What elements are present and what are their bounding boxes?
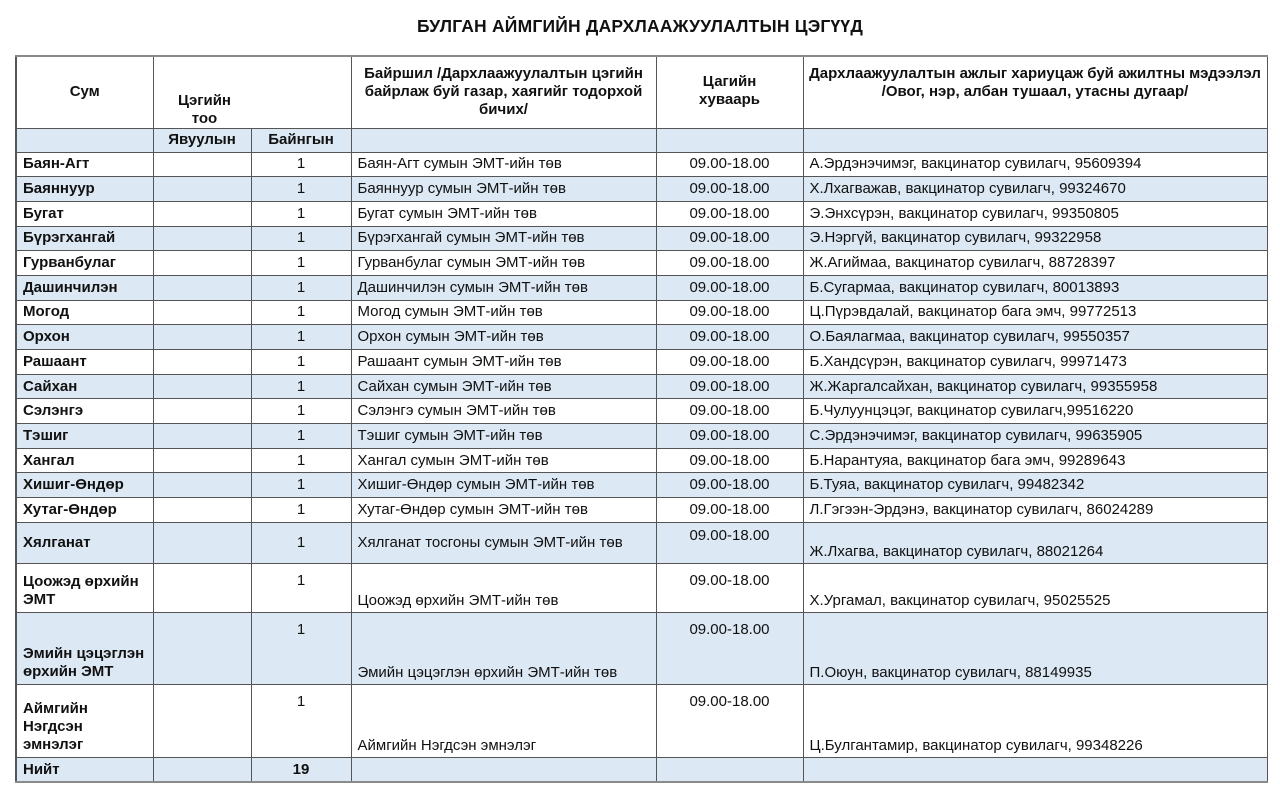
- fixed-count-cell: 1: [251, 473, 351, 498]
- staff-cell: П.Оюун, вакцинатор сувилагч, 88149935: [803, 612, 1267, 684]
- fixed-count-cell: 1: [251, 275, 351, 300]
- staff-cell: Л.Гэгээн-Эрдэнэ, вакцинатор сувилагч, 86024289: [803, 498, 1267, 523]
- fixed-count-cell: 1: [251, 424, 351, 449]
- subheader-hours-blank: [656, 128, 803, 152]
- table-row: [16, 177, 1267, 202]
- header-location: Байршил /Дархлаажуулалтын цэгийн байрлаж буй газар, хаягийг тодорхой бичих/: [351, 56, 656, 128]
- hours-cell: 09.00-18.00: [656, 152, 803, 177]
- location-cell: Баян-Агт сумын ЭМТ-ийн төв: [351, 152, 656, 177]
- header-count: [153, 56, 351, 128]
- location-cell: Эмийн цэцэглэн өрхийн ЭМТ-ийн төв: [351, 612, 656, 684]
- fixed-count-cell: 1: [251, 226, 351, 251]
- sum-cell: Гурванбулаг: [16, 251, 153, 276]
- sum-cell: Бүрэгхангай: [16, 226, 153, 251]
- sum-cell: Дашинчилэн: [16, 275, 153, 300]
- hours-cell: 09.00-18.00: [656, 350, 803, 375]
- mobile-count-cell: [153, 424, 251, 449]
- fixed-count-cell: 1: [251, 177, 351, 202]
- total-row: [16, 757, 1267, 782]
- subheader-sum-blank: [16, 128, 153, 152]
- hours-cell: 09.00-18.00: [656, 201, 803, 226]
- sum-cell: Баяннуур: [16, 177, 153, 202]
- location-cell: Гурванбулаг сумын ЭМТ-ийн төв: [351, 251, 656, 276]
- table-row: [16, 300, 1267, 325]
- mobile-count-cell: [153, 226, 251, 251]
- sum-cell: Могод: [16, 300, 153, 325]
- mobile-count-cell: [153, 275, 251, 300]
- table-row: [16, 374, 1267, 399]
- vaccination-points-table: [15, 55, 1268, 783]
- location-cell: Сэлэнгэ сумын ЭМТ-ийн төв: [351, 399, 656, 424]
- location-cell: Хишиг-Өндөр сумын ЭМТ-ийн төв: [351, 473, 656, 498]
- sum-cell: Сэлэнгэ: [16, 399, 153, 424]
- location-cell: Дашинчилэн сумын ЭМТ-ийн төв: [351, 275, 656, 300]
- location-cell: Хутаг-Өндөр сумын ЭМТ-ийн төв: [351, 498, 656, 523]
- table-row: [16, 201, 1267, 226]
- fixed-count-cell: 1: [251, 325, 351, 350]
- total-staff-blank: [803, 757, 1267, 782]
- sum-cell: Хангал: [16, 448, 153, 473]
- staff-cell: Б.Чулуунцэцэг, вакцинатор сувилагч,99516220: [803, 399, 1267, 424]
- table-row: [16, 325, 1267, 350]
- hours-cell: 09.00-18.00: [656, 522, 803, 563]
- fixed-count-cell: 1: [251, 300, 351, 325]
- fixed-count-cell: 1: [251, 399, 351, 424]
- fixed-count-cell: 1: [251, 251, 351, 276]
- location-cell: Рашаант сумын ЭМТ-ийн төв: [351, 350, 656, 375]
- fixed-count-cell: 1: [251, 684, 351, 757]
- header-staff: Дархлаажуулалтын ажлыг хариуцаж буй ажилтны мэдээлэл /Овог, нэр, албан тушаал, утасны дугаар/: [803, 56, 1267, 128]
- sum-cell: Хутаг-Өндөр: [16, 498, 153, 523]
- location-cell: Могод сумын ЭМТ-ийн төв: [351, 300, 656, 325]
- staff-cell: Б.Туяа, вакцинатор сувилагч, 99482342: [803, 473, 1267, 498]
- staff-cell: Х.Ургамал, вакцинатор сувилагч, 95025525: [803, 563, 1267, 612]
- hours-cell: 09.00-18.00: [656, 177, 803, 202]
- fixed-count-cell: 1: [251, 374, 351, 399]
- mobile-count-cell: [153, 152, 251, 177]
- fixed-count-cell: 1: [251, 448, 351, 473]
- staff-cell: Э.Нэргүй, вакцинатор сувилагч, 99322958: [803, 226, 1267, 251]
- staff-cell: Б.Сугармаа, вакцинатор сувилагч, 80013893: [803, 275, 1267, 300]
- fixed-count-cell: 1: [251, 498, 351, 523]
- fixed-count-cell: 1: [251, 350, 351, 375]
- sum-cell: Баян-Агт: [16, 152, 153, 177]
- hours-cell: 09.00-18.00: [656, 448, 803, 473]
- location-cell: Хялганат тосгоны сумын ЭМТ-ийн төв: [351, 522, 656, 563]
- table-row: [16, 563, 1267, 612]
- sum-cell: Хишиг-Өндөр: [16, 473, 153, 498]
- table-row: [16, 424, 1267, 449]
- mobile-count-cell: [153, 177, 251, 202]
- hours-cell: 09.00-18.00: [656, 275, 803, 300]
- mobile-count-cell: [153, 612, 251, 684]
- mobile-count-cell: [153, 300, 251, 325]
- total-mobile-count: [153, 757, 251, 782]
- sum-cell: Тэшиг: [16, 424, 153, 449]
- header-hours: Цагийн хуваарь: [656, 56, 803, 128]
- table-row: [16, 684, 1267, 757]
- mobile-count-cell: [153, 325, 251, 350]
- table-row: [16, 275, 1267, 300]
- hours-cell: 09.00-18.00: [656, 563, 803, 612]
- fixed-count-cell: 1: [251, 612, 351, 684]
- staff-cell: А.Эрдэнэчимэг, вакцинатор сувилагч, 95609394: [803, 152, 1267, 177]
- total-location-blank: [351, 757, 656, 782]
- staff-cell: Ж.Жаргалсайхан, вакцинатор сувилагч, 99355958: [803, 374, 1267, 399]
- staff-cell: Б.Хандсүрэн, вакцинатор сувилагч, 99971473: [803, 350, 1267, 375]
- total-label: Нийт: [16, 757, 153, 782]
- mobile-count-cell: [153, 399, 251, 424]
- subheader-staff-blank: [803, 128, 1267, 152]
- staff-cell: Ц.Булгантамир, вакцинатор сувилагч, 99348226: [803, 684, 1267, 757]
- staff-cell: Ц.Пүрэвдалай, вакцинатор бага эмч, 99772513: [803, 300, 1267, 325]
- location-cell: Орхон сумын ЭМТ-ийн төв: [351, 325, 656, 350]
- location-cell: Тэшиг сумын ЭМТ-ийн төв: [351, 424, 656, 449]
- mobile-count-cell: [153, 498, 251, 523]
- table-row: [16, 152, 1267, 177]
- sum-cell: Рашаант: [16, 350, 153, 375]
- hours-cell: 09.00-18.00: [656, 226, 803, 251]
- total-fixed-count: 19: [251, 757, 351, 782]
- sum-cell: Цоожэд өрхийн ЭМТ: [16, 563, 153, 612]
- table-row: [16, 251, 1267, 276]
- hours-cell: 09.00-18.00: [656, 374, 803, 399]
- staff-cell: Ж.Лхагва, вакцинатор сувилагч, 88021264: [803, 522, 1267, 563]
- location-cell: Баяннуур сумын ЭМТ-ийн төв: [351, 177, 656, 202]
- fixed-count-cell: 1: [251, 522, 351, 563]
- staff-cell: Э.Энхсүрэн, вакцинатор сувилагч, 99350805: [803, 201, 1267, 226]
- table-row: [16, 498, 1267, 523]
- sum-cell: Сайхан: [16, 374, 153, 399]
- staff-cell: Х.Лхагважав, вакцинатор сувилагч, 99324670: [803, 177, 1267, 202]
- table-row: [16, 522, 1267, 563]
- location-cell: Сайхан сумын ЭМТ-ийн төв: [351, 374, 656, 399]
- sum-cell: Эмийн цэцэглэн өрхийн ЭМТ: [16, 612, 153, 684]
- mobile-count-cell: [153, 251, 251, 276]
- mobile-count-cell: [153, 350, 251, 375]
- hours-cell: 09.00-18.00: [656, 399, 803, 424]
- total-hours-blank: [656, 757, 803, 782]
- location-cell: Бугат сумын ЭМТ-ийн төв: [351, 201, 656, 226]
- location-cell: Аймгийн Нэгдсэн эмнэлэг: [351, 684, 656, 757]
- hours-cell: 09.00-18.00: [656, 325, 803, 350]
- sum-cell: Орхон: [16, 325, 153, 350]
- header-fixed: Байнгын: [251, 128, 351, 152]
- header-count-label: Цэгийн тоо: [178, 91, 231, 127]
- location-cell: Хангал сумын ЭМТ-ийн төв: [351, 448, 656, 473]
- mobile-count-cell: [153, 563, 251, 612]
- hours-cell: 09.00-18.00: [656, 612, 803, 684]
- mobile-count-cell: [153, 201, 251, 226]
- table-row: [16, 350, 1267, 375]
- header-sum: Сум: [16, 56, 153, 128]
- staff-cell: С.Эрдэнэчимэг, вакцинатор сувилагч, 99635905: [803, 424, 1267, 449]
- hours-cell: 09.00-18.00: [656, 684, 803, 757]
- table-row: [16, 448, 1267, 473]
- sum-cell: Хялганат: [16, 522, 153, 563]
- mobile-count-cell: [153, 522, 251, 563]
- table-row: [16, 399, 1267, 424]
- table-row: [16, 473, 1267, 498]
- fixed-count-cell: 1: [251, 201, 351, 226]
- sum-cell: Бугат: [16, 201, 153, 226]
- location-cell: Бүрэгхангай сумын ЭМТ-ийн төв: [351, 226, 656, 251]
- table-row: [16, 226, 1267, 251]
- fixed-count-cell: 1: [251, 152, 351, 177]
- mobile-count-cell: [153, 448, 251, 473]
- hours-cell: 09.00-18.00: [656, 424, 803, 449]
- hours-cell: 09.00-18.00: [656, 251, 803, 276]
- hours-cell: 09.00-18.00: [656, 473, 803, 498]
- fixed-count-cell: 1: [251, 563, 351, 612]
- mobile-count-cell: [153, 684, 251, 757]
- mobile-count-cell: [153, 374, 251, 399]
- table-row: [16, 612, 1267, 684]
- header-mobile: Явуулын: [153, 128, 251, 152]
- sum-cell: Аймгийн Нэгдсэн эмнэлэг: [16, 684, 153, 757]
- subheader-location-blank: [351, 128, 656, 152]
- hours-cell: 09.00-18.00: [656, 498, 803, 523]
- staff-cell: О.Баялагмаа, вакцинатор сувилагч, 99550357: [803, 325, 1267, 350]
- staff-cell: Б.Нарантуяа, вакцинатор бага эмч, 99289643: [803, 448, 1267, 473]
- staff-cell: Ж.Агиймаа, вакцинатор сувилагч, 88728397: [803, 251, 1267, 276]
- hours-cell: 09.00-18.00: [656, 300, 803, 325]
- document-title: БУЛГАН АЙМГИЙН ДАРХЛААЖУУЛАЛТЫН ЦЭГҮҮД: [416, 16, 864, 36]
- mobile-count-cell: [153, 473, 251, 498]
- location-cell: Цоожэд өрхийн ЭМТ-ийн төв: [351, 563, 656, 612]
